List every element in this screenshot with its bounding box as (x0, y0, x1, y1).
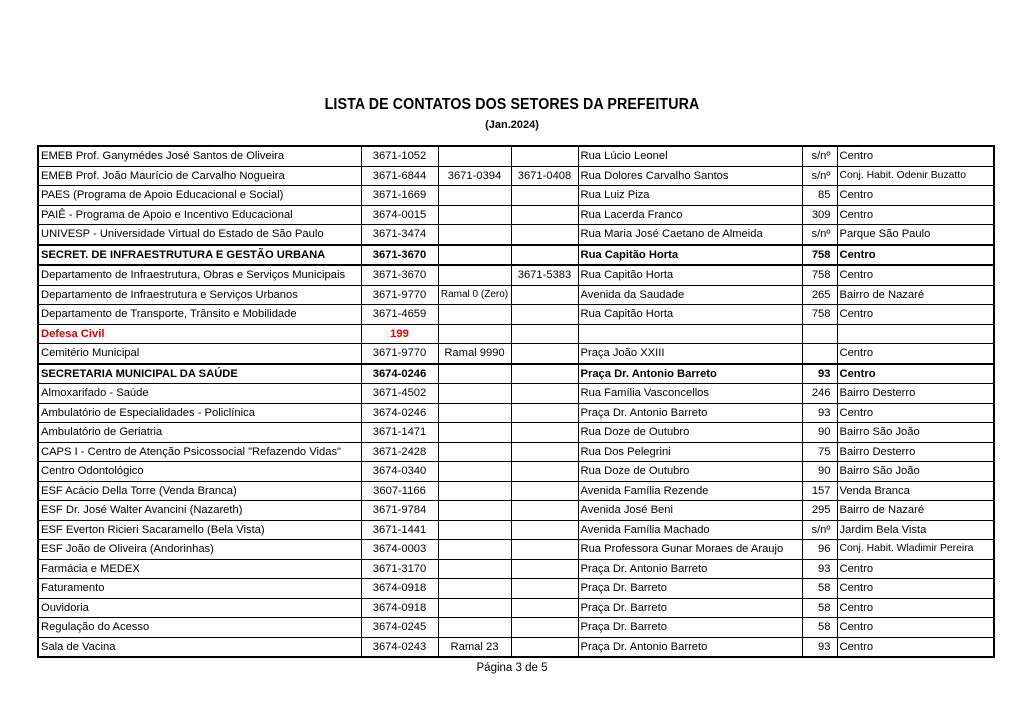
phone-primary-cell: 3671-2428 (361, 442, 438, 462)
phone-tertiary-cell (511, 344, 578, 364)
address-number-cell: s/nº (802, 225, 837, 245)
phone-primary-cell: 3671-9784 (361, 501, 438, 521)
phone-tertiary-cell (511, 637, 578, 657)
address-number-cell: s/nº (802, 520, 837, 540)
address-cell: Rua Dolores Carvalho Santos (578, 166, 802, 186)
district-cell: Bairro São João (837, 423, 994, 443)
phone-secondary-cell (438, 598, 511, 618)
address-number-cell: 246 (802, 384, 837, 404)
phone-primary-cell: 3671-1441 (361, 520, 438, 540)
address-cell: Rua Capitão Horta (578, 305, 802, 325)
contact-name-cell: Defesa Civil (38, 324, 361, 344)
phone-tertiary-cell (511, 205, 578, 225)
contact-name-cell: ESF Everton Ricieri Sacaramello (Bela Vista) (38, 520, 361, 540)
table-row (38, 285, 994, 305)
district-cell: Conj. Habit. Odenir Buzatto (837, 166, 994, 186)
address-cell: Praça Dr. Barreto (578, 598, 802, 618)
document-title: LISTA DE CONTATOS DOS SETORES DA PREFEITURA (324, 96, 700, 113)
address-number-cell: 758 (802, 305, 837, 325)
phone-secondary-cell (438, 384, 511, 404)
address-number-cell (802, 324, 837, 344)
address-cell: Praça João XXIII (578, 344, 802, 364)
address-cell: Rua Capitão Horta (578, 245, 802, 266)
phone-primary-cell: 3671-4659 (361, 305, 438, 325)
contact-name-cell: Centro Odontológico (38, 462, 361, 482)
phone-primary-cell: 3674-0340 (361, 462, 438, 482)
table-row (38, 598, 994, 618)
contact-name-cell: EMEB Prof. João Maurício de Carvalho Nogueira (38, 166, 361, 186)
phone-primary-cell: 3671-3670 (361, 265, 438, 285)
phone-primary-cell: 3674-0246 (361, 403, 438, 423)
address-number-cell: 58 (802, 598, 837, 618)
phone-tertiary-cell (511, 305, 578, 325)
table-row (38, 501, 994, 521)
table-row (38, 364, 994, 384)
contact-name-cell: Departamento de Infraestrutura, Obras e Serviços Municipais (38, 265, 361, 285)
table-row (38, 442, 994, 462)
address-number-cell (802, 344, 837, 364)
contact-name-cell: Faturamento (38, 579, 361, 599)
table-row (38, 637, 994, 657)
phone-secondary-cell (438, 520, 511, 540)
phone-secondary-cell: Ramal 9990 (438, 344, 511, 364)
address-cell: Praça Dr. Antonio Barreto (578, 403, 802, 423)
phone-secondary-cell (438, 265, 511, 285)
phone-primary-cell: 3607-1166 (361, 481, 438, 501)
address-number-cell: 75 (802, 442, 837, 462)
phone-secondary-cell (438, 364, 511, 384)
contact-name-cell: Regulação do Acesso (38, 618, 361, 638)
address-number-cell: 58 (802, 618, 837, 638)
phone-tertiary-cell (511, 481, 578, 501)
contact-name-cell: Departamento de Infraestrutura e Serviços Urbanos (38, 285, 361, 305)
contact-name-cell: Departamento de Transporte, Trânsito e Mobilidade (38, 305, 361, 325)
table-row (38, 520, 994, 540)
phone-tertiary-cell (511, 403, 578, 423)
district-cell: Venda Branca (837, 481, 994, 501)
address-cell: Rua Maria José Caetano de Almeida (578, 225, 802, 245)
address-number-cell: 309 (802, 205, 837, 225)
address-number-cell: s/nº (802, 146, 837, 166)
address-cell: Rua Luiz Piza (578, 186, 802, 206)
phone-primary-cell: 3674-0918 (361, 579, 438, 599)
address-number-cell: s/nº (802, 166, 837, 186)
district-cell: Centro (837, 403, 994, 423)
phone-primary-cell: 3674-0918 (361, 598, 438, 618)
district-cell (837, 324, 994, 344)
address-cell: Praça Dr. Barreto (578, 618, 802, 638)
phone-primary-cell: 3674-0245 (361, 618, 438, 638)
phone-tertiary-cell (511, 501, 578, 521)
district-cell: Centro (837, 205, 994, 225)
contact-name-cell: Almoxarifado - Saúde (38, 384, 361, 404)
phone-tertiary-cell (511, 285, 578, 305)
table-row (38, 559, 994, 579)
phone-tertiary-cell (511, 245, 578, 266)
address-number-cell: 93 (802, 364, 837, 384)
phone-secondary-cell (438, 579, 511, 599)
phone-primary-cell: 3674-0246 (361, 364, 438, 384)
address-number-cell: 90 (802, 423, 837, 443)
document-subtitle: (Jan.2024) (485, 119, 539, 131)
phone-secondary-cell (438, 146, 511, 166)
table-row (38, 166, 994, 186)
contact-name-cell: Ouvidoria (38, 598, 361, 618)
phone-tertiary-cell (511, 540, 578, 560)
phone-secondary-cell (438, 305, 511, 325)
phone-secondary-cell (438, 540, 511, 560)
address-cell: Avenida Família Rezende (578, 481, 802, 501)
phone-primary-cell: 3671-1471 (361, 423, 438, 443)
page-number: Página 3 de 5 (476, 662, 548, 674)
contact-name-cell: EMEB Prof. Ganymédes José Santos de Oliveira (38, 146, 361, 166)
phone-tertiary-cell (511, 225, 578, 245)
table-row (38, 146, 994, 166)
address-number-cell: 758 (802, 245, 837, 266)
address-number-cell: 265 (802, 285, 837, 305)
phone-primary-cell: 3671-6844 (361, 166, 438, 186)
address-cell: Praça Dr. Barreto (578, 579, 802, 599)
phone-secondary-cell (438, 481, 511, 501)
address-cell: Praça Dr. Antonio Barreto (578, 364, 802, 384)
phone-primary-cell: 3671-1052 (361, 146, 438, 166)
address-cell: Avenida Família Machado (578, 520, 802, 540)
district-cell: Centro (837, 364, 994, 384)
table-row (38, 579, 994, 599)
district-cell: Centro (837, 245, 994, 266)
district-cell: Centro (837, 305, 994, 325)
contacts-table (37, 145, 995, 658)
address-cell: Avenida da Saudade (578, 285, 802, 305)
contact-name-cell: ESF Acácio Della Torre (Venda Branca) (38, 481, 361, 501)
district-cell: Bairro Desterro (837, 384, 994, 404)
table-row (38, 618, 994, 638)
phone-tertiary-cell (511, 186, 578, 206)
table-row (38, 540, 994, 560)
phone-secondary-cell (438, 462, 511, 482)
contact-name-cell: PAIÊ - Programa de Apoio e Incentivo Educacional (38, 205, 361, 225)
phone-tertiary-cell (511, 442, 578, 462)
phone-tertiary-cell (511, 384, 578, 404)
district-cell: Centro (837, 146, 994, 166)
table-row (38, 225, 994, 245)
phone-secondary-cell (438, 559, 511, 579)
address-number-cell: 96 (802, 540, 837, 560)
district-cell: Centro (837, 186, 994, 206)
district-cell: Jardim Bela Vista (837, 520, 994, 540)
phone-secondary-cell: 3671-0394 (438, 166, 511, 186)
district-cell: Centro (837, 265, 994, 285)
phone-primary-cell: 3671-1669 (361, 186, 438, 206)
phone-primary-cell: 3671-4502 (361, 384, 438, 404)
contact-name-cell: PAES (Programa de Apoio Educacional e Social) (38, 186, 361, 206)
district-cell: Centro (837, 559, 994, 579)
district-cell: Centro (839, 640, 874, 653)
address-cell: Praça Dr. Antonio Barreto (578, 637, 802, 657)
phone-tertiary-cell (511, 364, 578, 384)
table-row (38, 462, 994, 482)
contact-name-cell: Cemitério Municipal (38, 344, 361, 364)
phone-primary-cell: 3674-0003 (361, 540, 438, 560)
phone-tertiary-cell (511, 324, 578, 344)
district-cell: Centro (837, 598, 994, 618)
address-number-cell: 85 (802, 186, 837, 206)
district-cell: Centro (837, 618, 994, 638)
contact-name-cell: CAPS I - Centro de Atenção Psicossocial "Refazendo Vidas" (38, 442, 361, 462)
table-row (38, 305, 994, 325)
district-cell: Bairro de Nazaré (837, 285, 994, 305)
district-cell: Centro (837, 579, 994, 599)
phone-primary-cell: 3671-3670 (361, 245, 438, 266)
address-cell: Rua Família Vasconcellos (578, 384, 802, 404)
phone-secondary-cell: Ramal 0 (Zero) (438, 285, 511, 305)
address-cell: Rua Doze de Outubro (578, 462, 802, 482)
district-cell: Conj. Habit. Wladimir Pereira (837, 540, 994, 560)
table-row (38, 324, 994, 344)
phone-secondary-cell (438, 618, 511, 638)
contact-name-cell: Ambulatório de Especialidades - Policlínica (38, 403, 361, 423)
phone-secondary-cell (438, 442, 511, 462)
phone-tertiary-cell (511, 598, 578, 618)
address-cell: Rua Lúcio Leonel (578, 146, 802, 166)
contact-name-cell: Ambulatório de Geriatria (38, 423, 361, 443)
phone-secondary-cell (438, 245, 511, 266)
phone-primary-cell: 199 (361, 324, 438, 344)
table-row (38, 265, 994, 285)
table-row (38, 205, 994, 225)
contact-name-cell: Farmácia e MEDEX (38, 559, 361, 579)
table-row (38, 186, 994, 206)
contact-name-cell: ESF Dr. José Walter Avancini (Nazareth) (38, 501, 361, 521)
address-number-cell: 93 (802, 403, 837, 423)
address-cell: Avenida José Beni (578, 501, 802, 521)
contact-name-cell: SECRETARIA MUNICIPAL DA SAÚDE (38, 364, 361, 384)
phone-tertiary-cell: 3671-0408 (511, 166, 578, 186)
phone-secondary-cell (438, 186, 511, 206)
phone-primary-cell: 3671-9770 (361, 344, 438, 364)
phone-tertiary-cell: 3671-5383 (511, 265, 578, 285)
address-cell: Rua Professora Gunar Moraes de Araujo (578, 540, 802, 560)
district-cell: Bairro Desterro (837, 442, 994, 462)
phone-primary-cell: 3674-0015 (361, 205, 438, 225)
phone-tertiary-cell (511, 520, 578, 540)
phone-primary-cell: 3671-3474 (361, 225, 438, 245)
address-cell (578, 324, 802, 344)
contact-name-cell: SECRET. DE INFRAESTRUTURA E GESTÃO URBANA (38, 245, 361, 266)
phone-primary-cell: 3671-3170 (361, 559, 438, 579)
phone-secondary-cell (438, 501, 511, 521)
table-row (38, 481, 994, 501)
address-number-cell: 93 (802, 559, 837, 579)
address-cell: Rua Lacerda Franco (578, 205, 802, 225)
phone-primary-cell: 3671-9770 (361, 285, 438, 305)
table-row (38, 245, 994, 266)
phone-tertiary-cell (511, 579, 578, 599)
phone-secondary-cell (438, 324, 511, 344)
address-number-cell: 295 (802, 501, 837, 521)
table-row (38, 403, 994, 423)
address-cell: Rua Dos Pelegrini (578, 442, 802, 462)
phone-tertiary-cell (511, 559, 578, 579)
address-number-cell: 758 (802, 265, 837, 285)
phone-secondary-cell (438, 403, 511, 423)
table-row (38, 344, 994, 364)
phone-tertiary-cell (511, 146, 578, 166)
address-number-cell: 157 (802, 481, 837, 501)
phone-secondary-cell (438, 205, 511, 225)
address-cell: Rua Capitão Horta (578, 265, 802, 285)
phone-secondary-cell: Ramal 23 (438, 637, 511, 657)
phone-primary-cell: 3674-0243 (361, 637, 438, 657)
district-cell: Bairro de Nazaré (837, 501, 994, 521)
address-cell: Praça Dr. Antonio Barreto (578, 559, 802, 579)
address-cell: Rua Doze de Outubro (578, 423, 802, 443)
contact-name-cell: UNIVESP - Universidade Virtual do Estado de São Paulo (38, 225, 361, 245)
district-cell: Bairro São João (837, 462, 994, 482)
phone-secondary-cell (438, 225, 511, 245)
contact-name-cell: ESF João de Oliveira (Andorinhas) (38, 540, 361, 560)
table-row (38, 384, 994, 404)
address-number-cell: 93 (802, 637, 837, 657)
phone-tertiary-cell (511, 423, 578, 443)
phone-secondary-cell (438, 423, 511, 443)
address-number-cell: 58 (802, 579, 837, 599)
table-row (38, 423, 994, 443)
contact-name-cell: Sala de Vacina (38, 637, 361, 657)
phone-tertiary-cell (511, 462, 578, 482)
district-cell: Parque São Paulo (837, 225, 994, 245)
phone-tertiary-cell (511, 618, 578, 638)
district-cell: Centro (837, 344, 994, 364)
address-number-cell: 90 (802, 462, 837, 482)
